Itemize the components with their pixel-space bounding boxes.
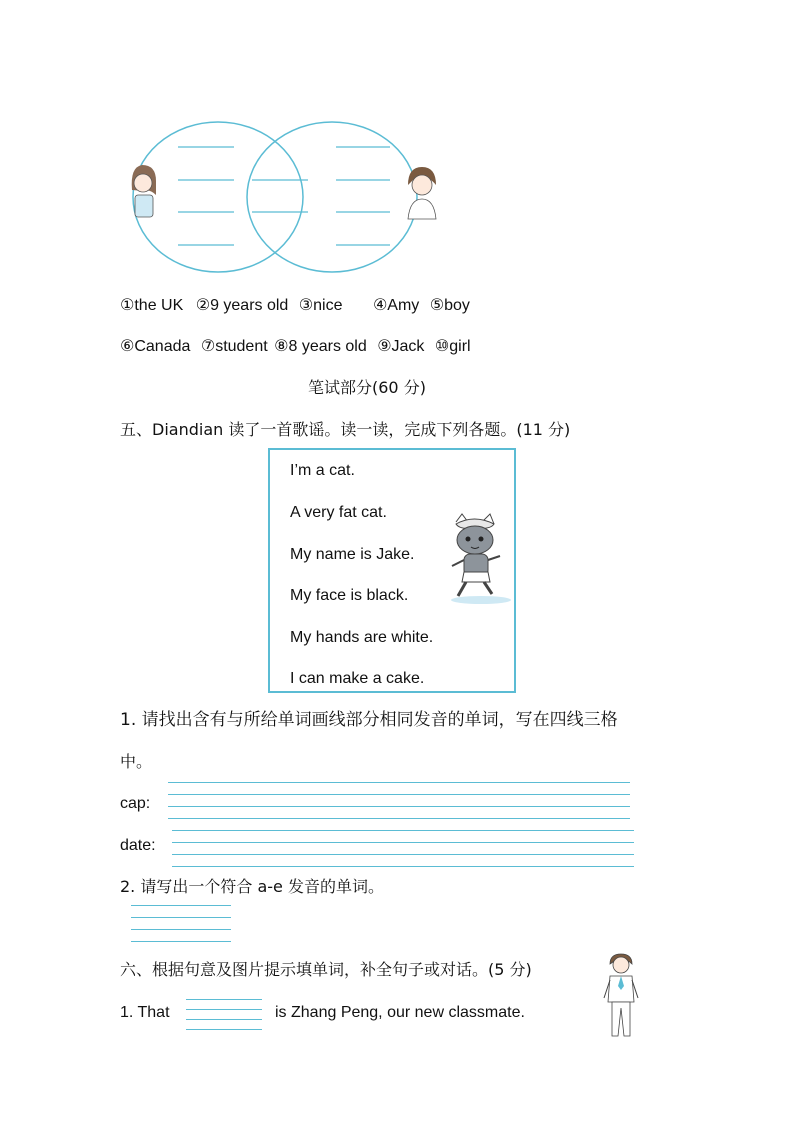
poem-line: My face is black. [290,587,409,604]
section-6-title: 六、根据句意及图片提示填单词，补全句子或对话。(5 分) [120,960,532,979]
boy-standing-illustration [600,952,642,1040]
section-5-title: 五、Diandian 读了一首歌谣。读一读，完成下列各题。(11 分) [120,420,571,439]
option-item: ③nice [298,297,343,314]
poem-line: I’m a cat. [290,462,355,479]
section-6-q1-start: 1. That [120,1004,170,1021]
option-item: ⑧8 years old [274,338,367,355]
boy-illustration [408,167,436,219]
q1-instruction-line1: 1. 请找出含有与所给单词画线部分相同发音的单词，写在四线三格 [120,710,618,730]
option-row-1 [120,296,470,316]
section-6-q1-end: is Zhang Peng, our new classmate. [275,1004,525,1021]
option-item: ⑨Jack [377,338,425,355]
option-item: ⑦student [200,338,268,355]
cat-illustration [446,512,514,607]
poem-line: I can make a cake. [290,670,425,687]
option-item: ①the UK [120,297,184,314]
poem-line: My name is Jake. [290,546,415,563]
cap-label: cap: [120,795,151,812]
option-item: ②9 years old [195,297,289,314]
option-row-2 [120,337,471,357]
poem-box [268,448,516,693]
option-item: ④Amy [372,297,420,314]
date-label: date: [120,837,156,854]
option-item: ⑤boy [429,297,470,314]
poem-line: My hands are white. [290,629,434,646]
poem-line: A very fat cat. [290,504,387,521]
venn-diagram [120,115,450,280]
q2-instruction: 2. 请写出一个符合 a-e 发音的单词。 [120,877,384,896]
girl-illustration [132,165,156,217]
option-item: ⑥Canada [120,338,191,355]
section-heading-written: 笔试部分(60 分) [308,378,426,397]
q1-instruction-line2: 中。 [120,752,153,771]
option-item: ⑩girl [434,338,471,355]
